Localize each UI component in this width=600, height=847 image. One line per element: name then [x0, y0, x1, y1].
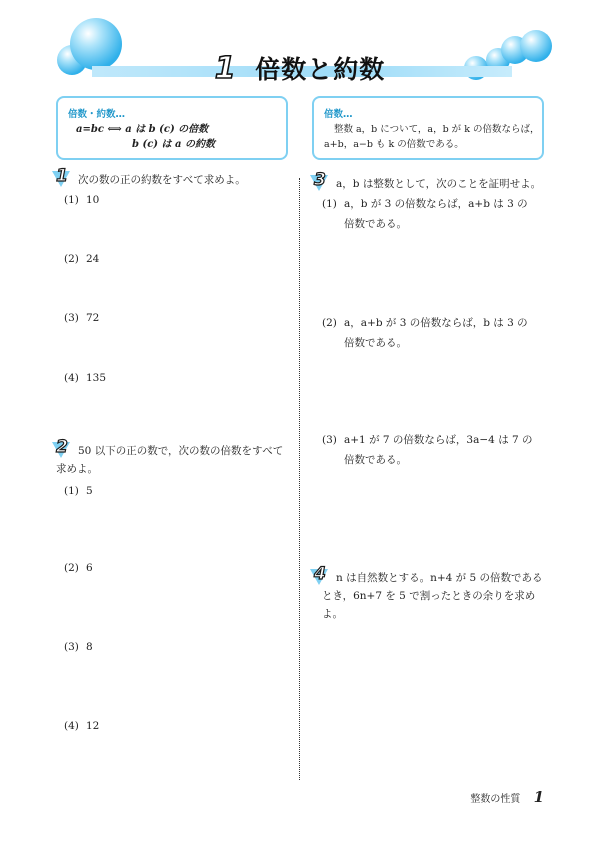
property-box-title: 倍数… [324, 109, 353, 120]
sub-item: (4) 12 [64, 720, 100, 732]
sub-item-continuation: 倍数である。 [344, 454, 407, 466]
sub-item: (1) 10 [64, 194, 100, 206]
page-header [0, 0, 600, 100]
problem-number: 2 [56, 437, 68, 457]
chapter-number: 1 [214, 50, 236, 86]
problem-prompt-line-2: 求めよ。 [56, 463, 98, 475]
property-line-1: 整数 a，b について，a，b が k の倍数ならば， [334, 124, 540, 135]
property-line-2: a+b，a−b も k の倍数である。 [324, 139, 464, 150]
sub-item: (2) a，a+b が 3 の倍数ならば，b は 3 の [322, 317, 528, 329]
problem-prompt-line-1: n は自然数とする。n+4 が 5 の倍数である [336, 572, 543, 584]
problem-3 [314, 170, 550, 474]
page-footer [470, 788, 544, 806]
sub-item-continuation: 倍数である。 [344, 218, 407, 230]
sub-item: (2) 6 [64, 562, 93, 574]
problem-1 [56, 166, 291, 400]
sub-item-continuation: 倍数である。 [344, 337, 407, 349]
page-number: 1 [533, 788, 544, 806]
problem-4 [314, 564, 550, 638]
problem-prompt-line-3: よ。 [322, 608, 343, 620]
problem-prompt-line-1: 50 以下の正の数で，次の数の倍数をすべて [78, 445, 284, 457]
problem-number: 4 [314, 564, 326, 584]
page-title [0, 50, 600, 86]
definition-box [56, 96, 288, 160]
definition-line-1: a=bc ⟺ a は b (c) の倍数 [76, 124, 209, 135]
sub-item: (1) a，b が 3 の倍数ならば，a+b は 3 の [322, 198, 528, 210]
definition-line-2: b (c) は a の約数 [132, 139, 215, 150]
problem-prompt: 次の数の正の約数をすべて求めよ。 [78, 174, 246, 186]
problem-prompt-line-2: とき，6n+7 を 5 で割ったときの余りを求め [322, 590, 536, 602]
sub-item: (3) a+1 が 7 の倍数ならば，3a−4 は 7 の [322, 434, 533, 446]
problem-2 [56, 437, 291, 741]
sub-item: (4) 135 [64, 372, 107, 384]
sub-item: (2) 24 [64, 253, 100, 265]
problem-number: 3 [314, 170, 326, 190]
problem-prompt: a，b は整数として，次のことを証明せよ。 [336, 178, 542, 190]
sub-item: (3) 8 [64, 641, 93, 653]
problem-number: 1 [56, 166, 68, 186]
definition-box-title: 倍数・約数… [68, 109, 126, 120]
chapter-title: 倍数と約数 [255, 55, 386, 84]
sub-item: (3) 72 [64, 312, 100, 324]
footer-section: 整数の性質 [470, 794, 521, 805]
property-box [312, 96, 544, 160]
sub-item: (1) 5 [64, 485, 93, 497]
column-divider [299, 178, 300, 780]
